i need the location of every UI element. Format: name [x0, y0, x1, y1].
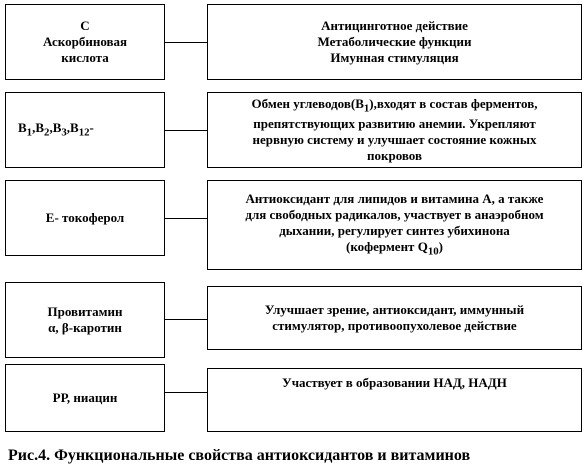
vitamin-c-desc-line-1: Антицинготное действие: [321, 18, 468, 33]
vitamin-e-label: Е- токоферол: [45, 210, 125, 225]
figure-caption: Рис.4. Функциональные свойства антиоксидантов и витаминов: [8, 447, 471, 464]
connector-line-niacin: [165, 392, 207, 393]
carotene-desc-line-2: стимулятор, противоопухолевое действие: [272, 318, 517, 333]
carotene-line-1: Провитамин: [47, 304, 123, 319]
niacin-description: [207, 368, 582, 432]
niacin-desc: Участвует в образовании НАД, НАДН: [282, 375, 507, 390]
niacin-box: [5, 364, 165, 432]
vitamin-c-desc-line-2: Метаболические функции: [317, 34, 472, 49]
carotene-desc-line-1: Улучшает зрение, антиоксидант, иммунный: [264, 302, 525, 317]
connector-line-b: [165, 130, 207, 131]
carotene-description: [207, 286, 582, 350]
connector-line-e: [165, 218, 207, 219]
vitamin-c-box: [5, 4, 165, 80]
vitamin-c-desc-line-3: Имунная стимуляция: [330, 50, 459, 65]
vitamin-e-description: [207, 180, 582, 270]
vitamin-b-description: [207, 92, 582, 168]
vitamin-b-box: [5, 92, 165, 168]
vitamin-c-line-2: Аскорбиновая: [42, 34, 128, 49]
carotene-line-2: α, β-каротин: [48, 320, 122, 335]
vitamin-b-label: $В_1,В_2,В_3,В_{12}-$: [18, 119, 94, 139]
vitamin-b-desc: Обмен $углеводов(В_1),входят$ в состав ферментов, препятствующих развитию анемии. Укрепляют нервную систему и улучшает состояние кожных покровов: [251, 95, 538, 164]
connector-line-c: [165, 42, 207, 43]
vitamin-c-line-1: С: [80, 18, 90, 33]
niacin-label: РР, ниацин: [52, 390, 118, 405]
vitamin-e-box: [5, 180, 165, 256]
vitamin-c-description: [207, 4, 582, 80]
vitamin-e-desc: Антиоксидант для липидов и витамина А, а также для свободных радикалов, участвует в анаэробном дыхании, регулирует синтез убихинона (кофермент $Q_{10}$): [245, 190, 544, 258]
connector-line-carotene: [165, 319, 207, 320]
carotene-box: [5, 282, 165, 358]
vitamin-c-line-3: кислота: [61, 50, 109, 65]
